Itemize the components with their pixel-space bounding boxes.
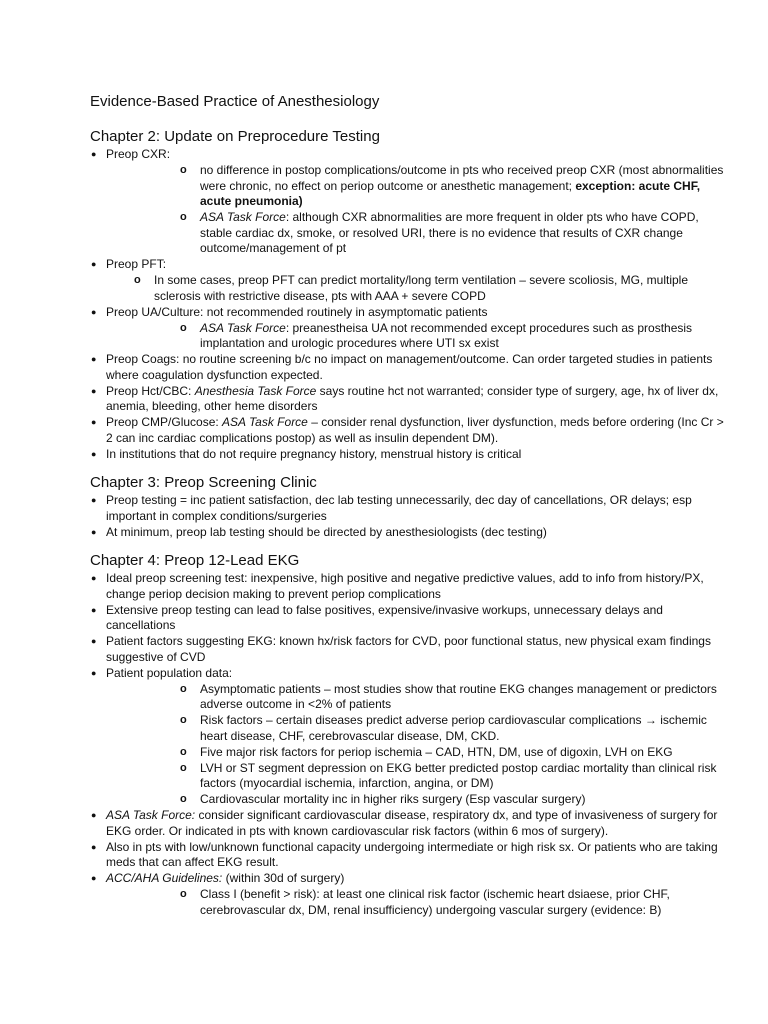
emphasis-text: ASA Task Force [200, 210, 286, 224]
list-item-text: Preop Hct/CBC: [106, 383, 195, 398]
list-item-text: : although CXR abnormalities are more frequent in older pts who have COPD, stable cardiac dx, smoke, or resolved URI, there is no evidence that results of CXR change outcome/management of pt [200, 210, 699, 255]
bullet-icon: ● [91, 149, 97, 159]
sub-list [106, 682, 728, 808]
list-item [90, 571, 728, 602]
list-item [90, 840, 728, 871]
sub-bullet-icon: o [180, 714, 187, 726]
emphasis-text: exception: acute CHF, acute pneumonia) [200, 178, 701, 208]
sub-list [106, 887, 728, 918]
chapter-3-list [90, 493, 728, 540]
list-item-preop-coags [90, 352, 728, 383]
list-item-text: Five major risk factors for periop ischemia – CAD, HTN, DM, use of digoxin, LVH on EKG [200, 744, 673, 759]
emphasis-text: Anesthesia Task Force [194, 383, 317, 398]
list-item-text: : preanestheisa UA not recommended except procedures such as prosthesis implantation and urologic procedures where UTI sx exist [200, 320, 693, 350]
list-item-pregnancy [90, 447, 728, 463]
list-item-text: says routine hct not warranted; consider type of surgery, age, hx of liver dx, anemia, bleeding, other heme disorders [106, 383, 719, 413]
sub-list-item [180, 210, 728, 257]
list-item-text: Preop PFT: [106, 257, 167, 271]
sub-list [106, 163, 728, 257]
emphasis-text: ASA Task Force: [106, 808, 196, 822]
sub-list-item [180, 761, 728, 792]
sub-list-item [180, 163, 728, 210]
sub-list-item [180, 792, 728, 808]
sub-bullet-icon: o [180, 321, 187, 334]
sub-bullet-icon: o [180, 164, 187, 176]
list-item-preop-ua [90, 305, 728, 352]
emphasis-text: ASA Task Force [222, 415, 308, 429]
emphasis-text: ASA Task Force [200, 320, 286, 335]
list-item-text: In some cases, preop PFT can predict mortality/long term ventilation – severe scoliosis, MG, multiple sclerosis with restrictive disease, pts with AAA + severe COPD [154, 273, 688, 303]
list-item-text: Risk factors – certain diseases predict adverse periop cardiovascular complications → ischemic heart disease, CHF, cerebrovascular disease, DM, CKD. [200, 713, 707, 743]
list-item [90, 525, 728, 541]
list-item-text: Class I (benefit > risk): at least one clinical risk factor (ischemic heart dsiaese, prior CHF, cerebrovascular dx, DM, renal insufficiency) undergoing vascular surgery (evidence: B) [200, 887, 670, 917]
chapter-3-title: Chapter 3: Preop Screening Clinic [90, 474, 317, 491]
list-item-acc-aha [90, 871, 728, 918]
sub-bullet-icon: o [180, 682, 187, 695]
list-item-population-data [90, 666, 728, 808]
list-item-text: Asymptomatic patients – most studies show that routine EKG changes management or predictors adverse outcome in <2% of patients [200, 681, 717, 711]
bullet-icon: ● [91, 495, 97, 505]
list-item-text: – consider renal dysfunction, liver dysfunction, meds before ordering (Inc Cr > 2 can inc cardiac complications postop) as well as insulin dependent DM). [106, 415, 724, 445]
chapter-2-title: Chapter 2: Update on Preprocedure Testing [90, 128, 380, 145]
chapter-2-list [90, 147, 728, 462]
list-item-text: Preop CXR: [106, 147, 171, 161]
list-item-text: Preop Coags: no routine screening b/c no impact on management/outcome. Can order targeted studies in patients where coagulation dysfunction expected. [106, 352, 713, 382]
sub-bullet-icon: o [180, 745, 187, 758]
sub-list-item [180, 713, 728, 744]
bullet-icon: ● [91, 448, 97, 459]
chapter-4-title: Chapter 4: Preop 12-Lead EKG [90, 552, 300, 569]
bullet-icon: ● [91, 417, 97, 427]
sub-list-item [180, 745, 728, 761]
list-item-text: Preop testing = inc patient satisfaction, dec lab testing unnecessarily, dec day of cancellations, OR delays; esp important in complex conditions/surgeries [106, 493, 692, 523]
list-item-text: At minimum, preop lab testing should be directed by anesthesiologists (dec testing) [106, 524, 547, 539]
list-item [90, 493, 728, 524]
sub-bullet-icon: o [180, 888, 187, 900]
list-item-asa-task-force [90, 808, 728, 839]
list-item-text: Preop CMP/Glucose: [106, 415, 223, 429]
emphasis-text: ACC/AHA Guidelines: [106, 871, 223, 885]
bullet-icon: ● [91, 636, 97, 646]
list-item-text: consider significant cardiovascular disease, respiratory dx, and type of invasiveness of surgery for EKG order. Or indicated in pts with known cardiovascular risk factors (within 6 mos of surgery). [106, 808, 718, 838]
sub-bullet-icon: o [180, 761, 187, 774]
list-item-preop-pft [90, 257, 728, 304]
sub-bullet-icon: o [180, 211, 187, 223]
bullet-icon: ● [91, 526, 97, 537]
list-item-text: Preop UA/Culture: not recommended routinely in asymptomatic patients [106, 304, 488, 319]
list-item-text: Cardiovascular mortality inc in higher riks surgery (Esp vascular surgery) [200, 792, 586, 806]
sub-list-item [134, 273, 728, 304]
list-item-text: Patient factors suggesting EKG: known hx/risk factors for CVD, poor functional status, new physical exam findings suggestive of CVD [106, 634, 711, 664]
bullet-icon: ● [91, 604, 97, 615]
bullet-icon: ● [91, 259, 97, 269]
list-item [90, 634, 728, 665]
list-item-text: Also in pts with low/unknown functional capacity undergoing intermediate or high risk sx. Or patients who are taking meds that can affect EKG result. [106, 839, 718, 869]
list-item-text: Extensive preop testing can lead to false positives, expensive/invasive workups, unnecessary delays and cancellations [106, 602, 663, 632]
bullet-icon: ● [91, 306, 97, 317]
sub-list [106, 273, 728, 304]
list-item [90, 603, 728, 634]
list-item-text: Ideal preop screening test: inexpensive, high positive and negative predictive values, add to info from history/PX, change periop decision making to prevent periop complications [106, 571, 704, 601]
sub-bullet-icon: o [180, 793, 187, 805]
list-item-text: Patient population data: [106, 665, 233, 680]
sub-list-item [180, 887, 728, 918]
bullet-icon: ● [91, 810, 97, 820]
chapter-2 [90, 128, 728, 462]
bullet-icon: ● [91, 573, 97, 583]
chapter-4-list [90, 571, 728, 918]
sub-list-item [180, 321, 728, 352]
list-item-preop-cmp [90, 415, 728, 446]
sub-bullet-icon: o [134, 274, 141, 286]
bullet-icon: ● [91, 385, 97, 396]
list-item-text: In institutions that do not require pregnancy history, menstrual history is critical [106, 446, 522, 461]
list-item-text: LVH or ST segment depression on EKG better predicted postop cardiac mortality than clinical risk factors (myocardial ischemia, infarction, angina, or DM) [200, 760, 717, 790]
list-item-preop-hct [90, 384, 728, 415]
bullet-icon: ● [91, 667, 97, 678]
document-title: Evidence-Based Practice of Anesthesiology [90, 93, 380, 110]
chapter-4 [90, 552, 728, 918]
list-item-text: (within 30d of surgery) [222, 871, 345, 885]
chapter-3 [90, 474, 728, 540]
sub-list [106, 321, 728, 352]
bullet-icon: ● [91, 841, 97, 852]
list-item-text: no difference in postop complications/outcome in pts who received preop CXR (most abnormalities were chronic, no effect on periop outcome or anesthetic management; [200, 163, 724, 193]
bullet-icon: ● [91, 873, 97, 883]
bullet-icon: ● [91, 354, 97, 364]
list-item-preop-cxr [90, 147, 728, 257]
sub-list-item [180, 682, 728, 713]
